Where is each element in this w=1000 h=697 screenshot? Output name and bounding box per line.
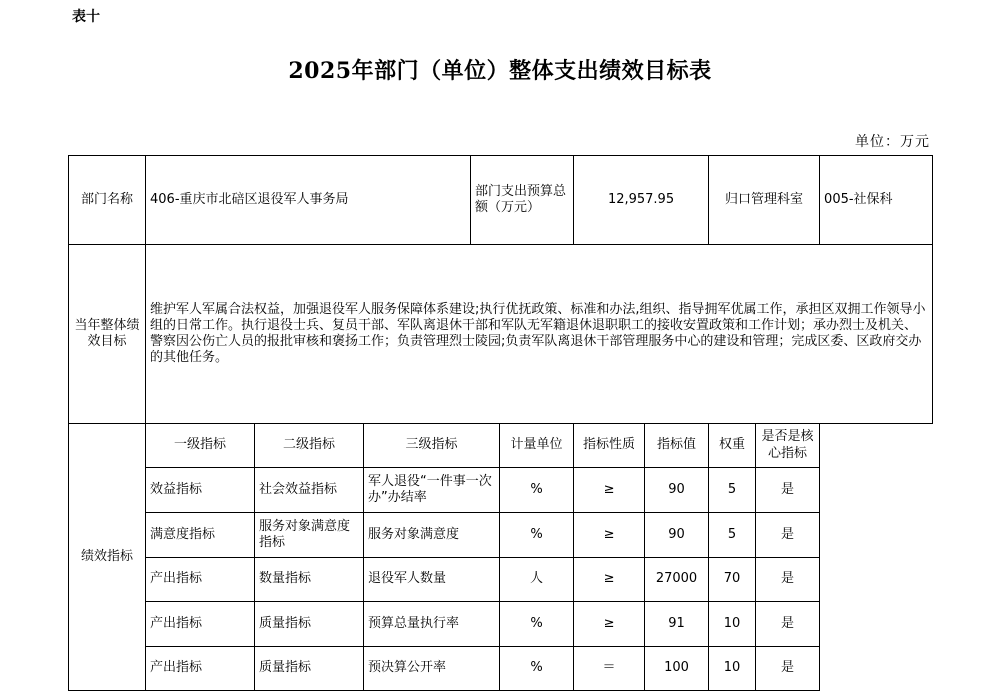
- row-level3: 预算总量执行率: [364, 602, 500, 647]
- row-level1: 产出指标: [146, 558, 255, 602]
- col-header-level2: 二级指标: [255, 424, 364, 468]
- row-level2: 质量指标: [255, 602, 364, 647]
- row-level1: 满意度指标: [146, 513, 255, 558]
- row-level2: 质量指标: [255, 647, 364, 691]
- row-unit: %: [500, 602, 574, 647]
- table-number: 表十: [72, 9, 100, 25]
- budget-label: 部门支出预算总额（万元）: [471, 156, 574, 245]
- table-row: [69, 513, 933, 558]
- row-value: 90: [645, 513, 709, 558]
- row-core: 是: [756, 602, 820, 647]
- col-header-level3: 三级指标: [364, 424, 500, 468]
- row-level1: 产出指标: [146, 647, 255, 691]
- row-weight: 5: [709, 513, 756, 558]
- table-row: [69, 602, 933, 647]
- row-unit: %: [500, 513, 574, 558]
- indicators-label: 绩效指标: [69, 424, 146, 691]
- row-value: 100: [645, 647, 709, 691]
- col-header-core: 是否是核心指标: [756, 424, 820, 468]
- goal-text: 维护军人军属合法权益，加强退役军人服务保障体系建设;执行优抚政策、标准和办法,组织、指导拥军优属工作，承担区双拥工作领导小组的日常工作。执行退役士兵、复员干部、军队离退休干部和军队无军籍退休退职职工的接收安置政策和工作计划；承办烈士及机关、警察因公伤亡人员的报批审核和褒扬工作；负责管理烈士陵园;负责军队离退休干部管理服务中心的建设和管理；完成区委、区政府交办的其他任务。: [146, 245, 933, 424]
- row-level3: 预决算公开率: [364, 647, 500, 691]
- row-core: 是: [756, 558, 820, 602]
- performance-table: [68, 155, 933, 691]
- indicator-header-row: [69, 424, 933, 468]
- row-nature: ＝: [574, 647, 645, 691]
- mgmt-dept-label: 归口管理科室: [709, 156, 820, 245]
- row-core: 是: [756, 468, 820, 513]
- col-header-weight: 权重: [709, 424, 756, 468]
- row-level1: 效益指标: [146, 468, 255, 513]
- budget-value: 12,957.95: [574, 156, 709, 245]
- goal-row: [69, 245, 933, 424]
- row-level3: 军人退役“一件事一次办”办结率: [364, 468, 500, 513]
- row-level2: 数量指标: [255, 558, 364, 602]
- row-weight: 70: [709, 558, 756, 602]
- goal-label: 当年整体绩效目标: [69, 245, 146, 424]
- col-header-nature: 指标性质: [574, 424, 645, 468]
- row-value: 91: [645, 602, 709, 647]
- row-weight: 10: [709, 647, 756, 691]
- document-title: 2025年部门（单位）整体支出绩效目标表: [288, 58, 712, 84]
- mgmt-dept-value: 005-社保科: [820, 156, 933, 245]
- dept-name-value: 406-重庆市北碚区退役军人事务局: [146, 156, 471, 245]
- row-unit: %: [500, 468, 574, 513]
- row-nature: ≥: [574, 468, 645, 513]
- dept-name-label: 部门名称: [69, 156, 146, 245]
- row-unit: %: [500, 647, 574, 691]
- table-row: [69, 558, 933, 602]
- row-unit: 人: [500, 558, 574, 602]
- row-level1: 产出指标: [146, 602, 255, 647]
- col-header-value: 指标值: [645, 424, 709, 468]
- row-nature: ≥: [574, 558, 645, 602]
- row-value: 27000: [645, 558, 709, 602]
- row-level3: 退役军人数量: [364, 558, 500, 602]
- row-core: 是: [756, 513, 820, 558]
- table-row: [69, 468, 933, 513]
- row-nature: ≥: [574, 513, 645, 558]
- col-header-unit: 计量单位: [500, 424, 574, 468]
- row-weight: 5: [709, 468, 756, 513]
- row-nature: ≥: [574, 602, 645, 647]
- unit-label: 单位：万元: [855, 134, 930, 150]
- row-level2: 服务对象满意度指标: [255, 513, 364, 558]
- row-core: 是: [756, 647, 820, 691]
- col-header-level1: 一级指标: [146, 424, 255, 468]
- dept-info-row: [69, 156, 933, 245]
- row-level3: 服务对象满意度: [364, 513, 500, 558]
- row-value: 90: [645, 468, 709, 513]
- table-row: [69, 647, 933, 691]
- row-weight: 10: [709, 602, 756, 647]
- row-level2: 社会效益指标: [255, 468, 364, 513]
